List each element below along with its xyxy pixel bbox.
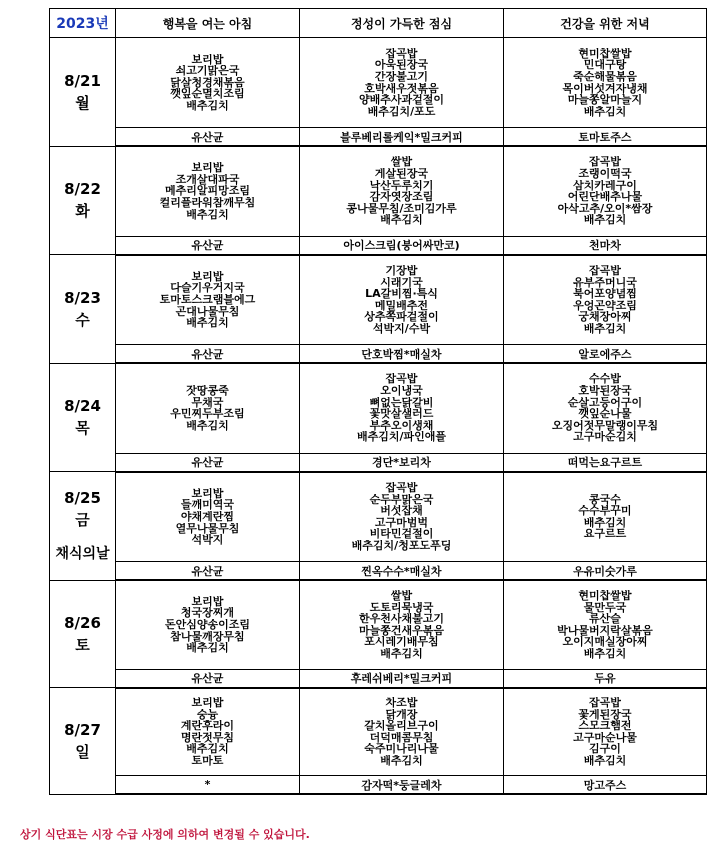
menu-item: 쌀밥 [390, 589, 413, 602]
date-label: 8/27 [64, 720, 101, 739]
weekday-label: 금 [75, 510, 90, 529]
year-header: 2023년 [50, 9, 116, 38]
snack-cell: 유산균 [116, 345, 300, 364]
snack-cell: 토마토주스 [504, 128, 707, 147]
menu-item: 곤대나물무침 [175, 305, 240, 318]
date-label: 8/25 [64, 488, 101, 507]
menu-item: 토마토 [191, 754, 224, 767]
menu-item: 삼치카레구이 [573, 179, 637, 192]
menu-item: 감자엿장조림 [369, 191, 434, 203]
snack-cell: 두유 [504, 669, 707, 688]
menu-item: 콩국수 [589, 493, 621, 506]
dinner-cell [504, 146, 707, 236]
breakfast-cell [116, 38, 300, 128]
breakfast-cell [116, 146, 300, 236]
snack-cell: 후레쉬베리*밀크커피 [300, 669, 504, 688]
menu-item: 궁채장아찌 [578, 311, 632, 323]
menu-item: 도토리묵냉국 [369, 601, 434, 614]
lunch-cell [300, 472, 504, 562]
weekday-label: 월 [75, 93, 90, 112]
snack-cell: 우유미숫가루 [504, 562, 707, 581]
weekday-label: 일 [75, 742, 90, 761]
day-cell [50, 580, 116, 688]
menu-item: 게살된장국 [374, 168, 429, 180]
day-snack-row [50, 128, 707, 147]
menu-item: 배추김치 [186, 642, 229, 654]
menu-item: 잣땅콩죽 [186, 385, 229, 397]
snack-cell: 망고주스 [504, 776, 707, 795]
menu-item: 숙주미나리나물 [364, 743, 439, 755]
snack-cell: 유산균 [116, 128, 300, 147]
menu-item: 닭개장 [385, 708, 418, 721]
menu-item: 고구마범벅 [374, 516, 429, 529]
lunch-cell [300, 580, 504, 669]
menu-item: 비타민겉절이 [369, 528, 434, 540]
menu-item: 포시레기배무침 [364, 636, 439, 648]
menu-item: 오징어젓무말랭이무침 [551, 419, 659, 432]
menu-item: 조개살대파국 [175, 173, 240, 186]
menu-item: 쌀밥 [390, 156, 413, 169]
weekday-label: 토 [75, 635, 90, 654]
menu-item: 수수부꾸미 [578, 505, 632, 517]
dinner-cell [504, 255, 707, 345]
snack-cell: 알로에주스 [504, 345, 707, 364]
menu-item: 어린단배추나물 [567, 191, 643, 203]
lunch-header: 정성이 가득한 점심 [300, 9, 504, 38]
menu-item: 한우천사채불고기 [358, 613, 444, 625]
day-snack-row [50, 236, 707, 255]
snack-cell: 감자떡*둥글레차 [300, 776, 504, 795]
dinner-cell [504, 472, 707, 562]
day-cell [50, 255, 116, 364]
day-snack-row [50, 562, 707, 581]
menu-item: 마늘쫑알마늘지 [567, 94, 643, 106]
day-cell [50, 688, 116, 795]
menu-item: 더덕매콤무침 [369, 731, 434, 744]
menu-item: 배추김치 [583, 754, 627, 767]
menu-item: 우민찌두부조림 [170, 408, 245, 420]
menu-item: 물만두국 [583, 601, 627, 614]
menu-item: 열무나물무침 [175, 522, 240, 535]
day-cell [50, 363, 116, 472]
menu-item: 깻잎순멸치조림 [170, 88, 245, 100]
menu-item: 잡곡밥 [385, 47, 418, 60]
day-food-row [50, 146, 707, 236]
menu-item: 우엉곤약조림 [573, 299, 637, 312]
menu-item: 계란후라이 [180, 720, 235, 732]
menu-item: 배추김치 [186, 743, 229, 755]
breakfast-cell [116, 363, 300, 453]
lunch-cell [300, 688, 504, 776]
day-food-row [50, 688, 707, 776]
menu-item: 호박새우젓볶음 [364, 82, 439, 95]
date-label: 8/24 [64, 397, 101, 416]
menu-item: 쇠고기맑은국 [175, 65, 240, 77]
menu-item: 민대구탕 [583, 59, 627, 71]
date-label: 8/23 [64, 288, 101, 307]
menu-item: 잡곡밥 [385, 373, 418, 386]
menu-item: 꽃게된장국 [578, 708, 632, 721]
menu-item: 야채계란찜 [180, 510, 235, 523]
weekday-label: 목 [75, 419, 90, 438]
menu-item: 잡곡밥 [385, 481, 418, 494]
menu-item: 김구이 [589, 743, 621, 755]
menu-item: 아삭고추/오이*쌈장 [557, 202, 653, 215]
menu-item: 목이버섯겨자냉채 [562, 82, 648, 95]
menu-item: 잡곡밥 [589, 264, 621, 277]
lunch-cell [300, 146, 504, 236]
lunch-cell [300, 363, 504, 453]
menu-item: 배추김치 [380, 754, 423, 767]
snack-cell: 떠먹는요구르트 [504, 453, 707, 472]
menu-item: 보리밥 [191, 270, 224, 283]
breakfast-cell [116, 472, 300, 562]
lunch-cell [300, 38, 504, 128]
menu-item: 고구마순김치 [573, 431, 637, 444]
dinner-cell [504, 38, 707, 128]
day-food-row [50, 38, 707, 128]
menu-item: 낙산두루치기 [369, 179, 434, 192]
menu-item: 메밀배추전 [374, 299, 429, 312]
menu-item: 돈안심양송이조림 [164, 618, 250, 631]
menu-item: 상추쪽파겉절이 [364, 311, 439, 323]
day-snack-row [50, 453, 707, 472]
menu-item: 보리밥 [191, 162, 224, 174]
menu-item: 명란젓무침 [180, 731, 235, 744]
day-snack-row [50, 669, 707, 688]
date-label: 8/26 [64, 613, 101, 632]
day-cell [50, 38, 116, 147]
menu-item: 배추김치 [583, 322, 627, 335]
menu-item: 다슬기우거지국 [170, 282, 245, 294]
date-label: 8/21 [64, 71, 101, 90]
menu-table [49, 8, 707, 795]
menu-item: 메추리알피망조림 [164, 185, 250, 198]
menu-item: 유부주머니국 [573, 276, 637, 289]
day-food-row [50, 472, 707, 562]
snack-cell: * [116, 776, 300, 795]
menu-item: 석박지 [191, 534, 224, 546]
menu-item: 고구마순나물 [573, 731, 637, 744]
menu-item: 순살고등어구이 [567, 396, 643, 409]
snack-cell: 블루베리롤케익*밀크커피 [300, 128, 504, 147]
menu-item: 뼈없는닭갈비 [369, 396, 434, 409]
snack-cell: 찐옥수수*매실차 [300, 562, 504, 581]
footer-note: 상기 식단표는 시장 수급 사정에 의하여 변경될 수 있습니다. [20, 828, 310, 841]
menu-item: 컬리플라워참깨무침 [159, 197, 256, 209]
menu-item: 부추오이생채 [369, 419, 434, 432]
day-food-row [50, 363, 707, 453]
menu-item: LA갈비찜·특식 [365, 288, 438, 300]
menu-item: 배추김치/포도 [367, 105, 436, 118]
menu-item: 배추김치 [583, 516, 627, 529]
menu-item: 스모크햄전 [578, 720, 632, 732]
menu-item: 수수밥 [589, 373, 621, 386]
menu-item: 배추김치/청포도푸딩 [351, 539, 452, 552]
menu-item: 배추김치 [186, 419, 229, 432]
menu-item: 잡곡밥 [589, 156, 621, 169]
breakfast-header: 행복을 여는 아침 [116, 9, 300, 38]
day-snack-row [50, 345, 707, 364]
menu-item: 양배추사과겉절이 [358, 94, 444, 106]
menu-item: 오이냉국 [380, 385, 423, 397]
dinner-cell [504, 580, 707, 669]
snack-cell: 천마차 [504, 236, 707, 255]
menu-item: 배추김치 [380, 214, 423, 227]
menu-item: 죽순해물볶음 [573, 70, 637, 83]
menu-item: 배추김치 [186, 208, 229, 221]
breakfast-cell [116, 255, 300, 345]
snack-cell: 아이스크림(붕어싸만코) [300, 236, 504, 255]
menu-item: 배추김치 [186, 317, 229, 329]
menu-item: 보리밥 [191, 53, 224, 66]
menu-item: 들깨미역국 [180, 499, 235, 511]
breakfast-cell [116, 580, 300, 669]
menu-item: 간장불고기 [374, 70, 429, 83]
menu-item: 버섯잡채 [380, 505, 423, 517]
menu-item: 배추김치/파인애플 [356, 431, 447, 444]
breakfast-cell [116, 688, 300, 776]
menu-item: 호박된장국 [578, 385, 632, 397]
day-food-row [50, 255, 707, 345]
snack-cell: 경단*보리차 [300, 453, 504, 472]
special-day-label: 채식의날 [55, 545, 110, 562]
menu-item: 갈치올리브구이 [364, 720, 439, 732]
lunch-cell [300, 255, 504, 345]
menu-item: 시래기국 [380, 276, 423, 289]
menu-item: 토마토스크램블에그 [159, 293, 256, 306]
menu-item: 현미찹쌀밥 [578, 589, 632, 602]
menu-item: 차조밥 [385, 696, 418, 709]
menu-item: 조랭이떡국 [578, 168, 632, 180]
menu-item: 아욱된장국 [374, 59, 429, 71]
menu-item: 배추김치 [583, 105, 627, 118]
day-snack-row [50, 776, 707, 795]
menu-item: 배추김치 [583, 214, 627, 227]
weekday-label: 수 [75, 310, 90, 329]
menu-item: 북어포양념찜 [573, 288, 637, 300]
menu-item: 꽃맛살샐러드 [369, 408, 434, 420]
dinner-cell [504, 363, 707, 453]
menu-item: 마늘쫑건새우볶음 [358, 624, 444, 637]
menu-item: 무채국 [191, 396, 224, 409]
snack-cell: 유산균 [116, 236, 300, 255]
menu-item: 보리밥 [191, 487, 224, 500]
menu-item: 보리밥 [191, 696, 224, 709]
menu-item: 닭살청경채볶음 [170, 76, 245, 89]
dinner-cell [504, 688, 707, 776]
menu-item: 순두부맑은국 [369, 493, 434, 506]
snack-cell: 유산균 [116, 453, 300, 472]
menu-body [50, 38, 707, 795]
menu-item: 석박지/수박 [372, 322, 431, 335]
menu-item: 배추김치 [186, 99, 229, 112]
snack-cell: 유산균 [116, 669, 300, 688]
header-row [50, 9, 707, 38]
weekday-label: 화 [75, 202, 90, 221]
menu-item: 요구르트 [583, 528, 627, 540]
menu-item: 깻잎순나물 [578, 408, 632, 420]
menu-item: 류산슬 [589, 613, 621, 625]
day-cell [50, 472, 116, 581]
menu-item: 보리밥 [191, 595, 224, 608]
menu-item: 배추김치 [583, 647, 627, 660]
menu-item: 현미찹쌀밥 [578, 47, 632, 60]
date-label: 8/22 [64, 180, 101, 199]
menu-item: 기장밥 [385, 264, 418, 277]
menu-item: 숭늉 [196, 708, 219, 721]
day-cell [50, 146, 116, 255]
menu-item: 박나물버지락살볶음 [557, 624, 653, 637]
menu-item: 참나물깨장무침 [170, 630, 245, 643]
dinner-header: 건강을 위한 저녁 [504, 9, 707, 38]
menu-item: 잡곡밥 [589, 696, 621, 709]
snack-cell: 단호박찜*매실차 [300, 345, 504, 364]
menu-item: 배추김치 [380, 647, 423, 660]
menu-item: 오이지매실장아찌 [562, 636, 648, 648]
day-food-row [50, 580, 707, 669]
menu-item: 콩나물무침/조미김가루 [346, 202, 457, 215]
snack-cell: 유산균 [116, 562, 300, 581]
menu-item: 청국장찌개 [180, 607, 235, 619]
